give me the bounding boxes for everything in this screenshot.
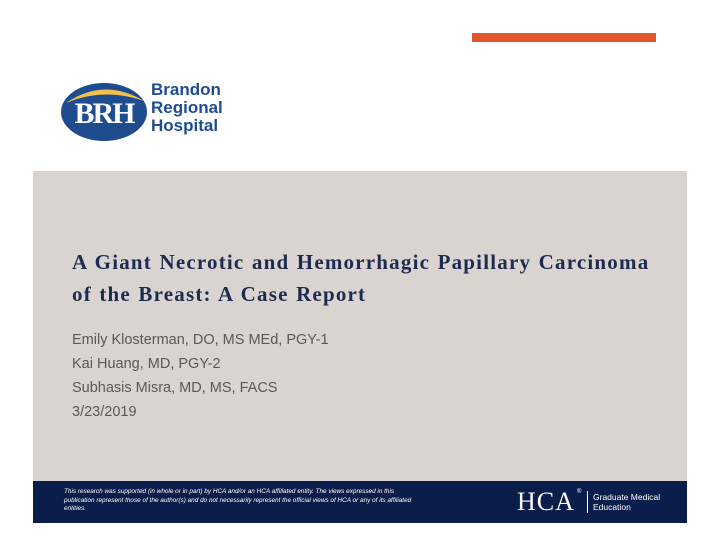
logo-line-regional: Regional	[151, 98, 223, 117]
content-panel	[33, 171, 687, 481]
hca-subtitle	[593, 492, 660, 512]
disclaimer-text: This research was supported (in whole or in part) by HCA and/or an HCA affiliated entity. The views expressed in this publication represent those of the author(s) and do not necessarily represent the official views of HCA or any of its affiliated entities.	[64, 488, 412, 513]
logo-line-brandon: Brandon	[151, 80, 221, 99]
brh-monogram-icon	[60, 81, 150, 143]
accent-bar	[472, 33, 656, 42]
brh-monogram-text: BRH	[74, 97, 134, 130]
author-line: Kai Huang, MD, PGY-2	[72, 356, 221, 372]
author-line: Emily Klosterman, DO, MS MEd, PGY-1	[72, 332, 329, 348]
brh-logo	[60, 81, 250, 143]
registered-mark: ®	[577, 489, 582, 495]
brh-logo-wordmark	[151, 81, 223, 135]
presentation-date: 3/23/2019	[72, 404, 137, 420]
hca-divider	[587, 491, 588, 513]
hca-wordmark: HCA	[517, 487, 575, 516]
hca-subtitle-line: Education	[593, 502, 631, 512]
hca-subtitle-line: Graduate Medical	[593, 492, 661, 502]
footer-bar	[33, 481, 687, 523]
hca-logo	[517, 487, 677, 517]
author-line: Subhasis Misra, MD, MS, FACS	[72, 380, 278, 396]
author-list	[72, 328, 329, 424]
slide-title: A Giant Necrotic and Hemorrhagic Papillary Carcinoma of the Breast: A Case Report	[72, 250, 650, 306]
logo-line-hospital: Hospital	[151, 116, 219, 135]
